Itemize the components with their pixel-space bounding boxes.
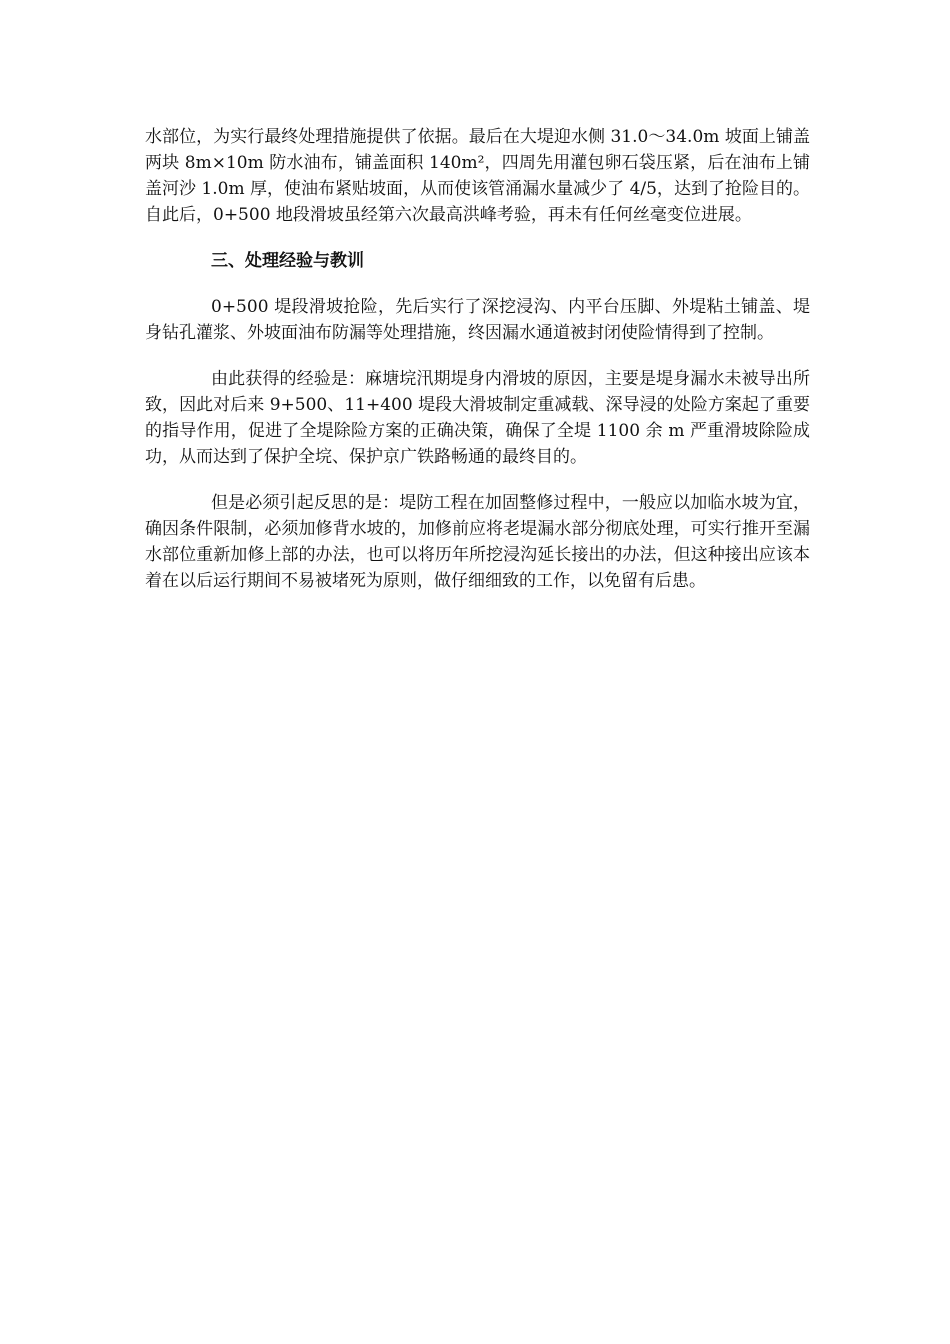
paragraph-measures: 0+500 堤段滑坡抢险，先后实行了深挖浸沟、内平台压脚、外堤粘土铺盖、堤身钻孔灌浆、外坡面油布防漏等处理措施，终因漏水通道被封闭使险情得到了控制。: [145, 297, 810, 343]
paragraph-continuation: 水部位，为实行最终处理措施提供了依据。最后在大堤迎水侧 31.0～34.0m 坡面上铺盖两块 8m×10m 防水油布，铺盖面积 140m²，四周先用灌包卵石袋压紧，后在油布上铺盖河沙 1.0m 厚，使油布紧贴坡面，从而使该管涌漏水量减少了 4/5，达到了抢险目的。自此后，0+500 地段滑坡虽经第六次最高洪峰考验，再未有任何丝毫变位进展。: [145, 127, 810, 225]
paragraph-reflection: 但是必须引起反思的是：堤防工程在加固整修过程中，一般应以加临水坡为宜，确因条件限制，必须加修背水坡的，加修前应将老堤漏水部分彻底处理，可实行推开至漏水部位重新加修上部的办法，也可以将历年所挖浸沟延长接出的办法，但这种接出应该本着在以后运行期间不易被堵死为原则，做仔细细致的工作，以免留有后患。: [145, 493, 810, 591]
document-body: [145, 124, 810, 614]
paragraph-experience: 由此获得的经验是：麻塘垸汛期堤身内滑坡的原因，主要是堤身漏水未被导出所致，因此对后来 9+500、11+400 堤段大滑坡制定重减载、深导浸的处险方案起了重要的指导作用，促进了全堤除险方案的正确决策，确保了全堤 1100 余 m 严重滑坡除险成功，从而达到了保护全垸、保护京广铁路畅通的最终目的。: [145, 369, 810, 467]
section-heading: 三、处理经验与教训: [211, 251, 364, 271]
